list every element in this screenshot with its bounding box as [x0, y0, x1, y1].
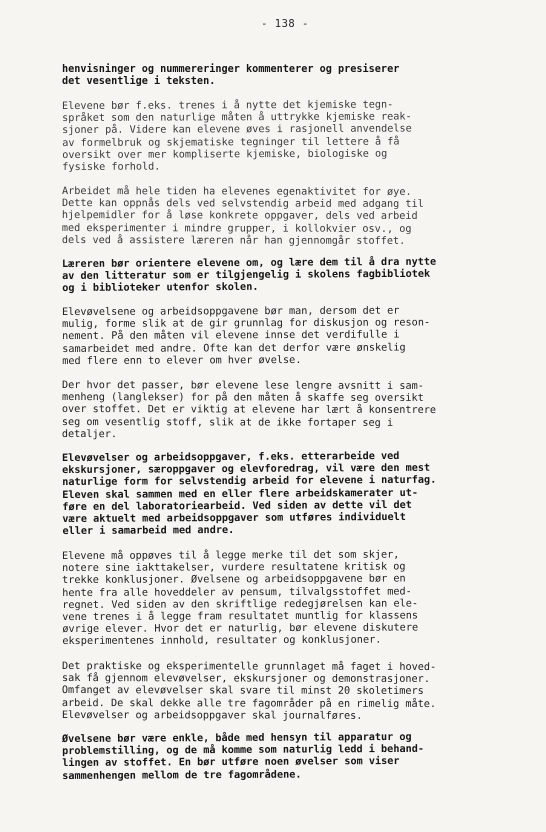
- text-line: Der hvor det passer, bør elevene lese lengre avsnitt i sam-: [61, 380, 424, 393]
- text-line: oversikt over mer kompliserte kjemiske, biologiske og: [62, 148, 388, 161]
- paragraph-9: [62, 661, 508, 723]
- text-line: Elevøvelser og arbeidsoppgaver skal journalføres.: [61, 709, 363, 722]
- paragraph-10: [62, 731, 508, 783]
- text-line: mulig, forme slik at de gir grunnlag for diskusjon og reson-: [62, 318, 431, 331]
- text-line: Omfanget av elevøvelser skal svare til minst 20 skoletimers: [61, 684, 424, 697]
- paragraph-8: [62, 549, 508, 649]
- text-line: Eleven skal sammen med en eller flere arbeidskamerater ut-: [62, 487, 419, 502]
- text-line: det vesentlige i teksten.: [62, 76, 216, 88]
- text-line: Elevene bør f.eks. trenes i å nytte det kjemiske tegn-: [62, 99, 394, 112]
- text-line: øvrige elever. Hvor det er naturlig, bør elevene diskutere: [62, 622, 419, 636]
- text-line: Øvelsene bør være enkle, både med hensyn til apparatur og: [62, 731, 412, 745]
- text-line: føre en del laboratoriearbeid. Ved siden av dette vil det: [62, 500, 412, 514]
- paragraph-5: [62, 306, 508, 369]
- paragraph-3: [62, 186, 508, 248]
- text-line: med eksperimenter i mindre grupper, i kollokvier osv., og: [61, 222, 412, 235]
- text-line: detaljer.: [61, 429, 118, 441]
- text-line: ekskursjoner, særoppgaver og elevforedrag, vil være den mest: [62, 463, 431, 477]
- page-number: - 138 -: [261, 18, 309, 30]
- text-line: hjelpemidler for å løse konkrete oppgaver, dels ved arbeid: [61, 210, 418, 223]
- text-line: Elevøvelser og arbeidsoppgaver, f.eks. etterarbeide ved: [62, 451, 400, 465]
- text-line: eller i samarbeid med andre.: [62, 525, 235, 538]
- text-line: dels ved å assistere læreren når han gjennomgår stoffet.: [61, 234, 406, 247]
- text-line: hente fra alle hoveddeler av pensum, tilvalgsstoffet med-: [62, 585, 412, 599]
- text-line: av den litteratur som er tilgjengelig i skolens fagbibliotek: [62, 268, 431, 283]
- text-line: notere sine iakttakelser, vurdere resultatene kritisk og: [62, 561, 406, 575]
- text-line: trekke konklusjoner. Øvelsene og arbeidsoppgavene bør en: [62, 573, 406, 587]
- text-line: Elevøvelsene og arbeidsoppgavene bør man, dersom det er: [62, 305, 400, 319]
- text-line: menheng (langlekser) for på den måten å skaffe seg oversikt: [61, 392, 424, 405]
- paragraph-1: [62, 64, 508, 88]
- text-line: og i biblioteker utenfor skolen.: [62, 282, 259, 295]
- text-line: sak få gjennom elevøvelser, ekskursjoner og demonstrasjoner.: [61, 672, 430, 685]
- paragraph-6: [62, 380, 508, 442]
- text-line: problemstilling, og de må komme som naturlig ledd i behand-: [62, 743, 425, 757]
- text-line: naturlige form for selvstendig arbeid for elevene i naturfag.: [62, 475, 437, 489]
- text-line: nement. På den måten vil elevene innse det verdifulle i: [62, 330, 400, 343]
- text-line: Elevene må oppøves til å legge merke til det som skjer,: [62, 549, 400, 562]
- text-line: språket som den naturlige måten å uttrykke kjemiske reak-: [62, 111, 412, 124]
- text-line: lingen av stoffet. En bør utføre noen øvelser som viser: [62, 755, 400, 769]
- paragraph-4: [62, 256, 508, 295]
- text-line: regnet. Ved siden av den skriftlige redegjørelsen kan ele-: [62, 598, 419, 611]
- text-line: med flere enn to elever om hver øvelse.: [62, 355, 302, 368]
- text-line: arbeid. De skal dekke alle tre fagområder på en rimelig måte.: [61, 697, 437, 710]
- text-line: vene trenes i å legge fram resultatet muntlig for klassens: [62, 610, 419, 623]
- text-line: sammenhengen mellom de tre fagområdene.: [62, 768, 302, 782]
- text-line: samarbeidet med andre. Ofte kan det derfor være ønskelig: [62, 342, 406, 356]
- text-line: Dette kan oppnås dels ved selvstendig arbeid med adgang til: [61, 198, 424, 210]
- text-line: henvisninger og nummereringer kommenterer og presiserer: [62, 64, 400, 76]
- text-line: eksperimentenes innhold, resultater og konklusjoner.: [62, 634, 382, 648]
- text-line: Arbeidet må hele tiden ha elevenes egenaktivitet for øye.: [61, 185, 412, 198]
- text-line: sjoner på. Videre kan elevene øves i rasjonell anvendelse: [62, 123, 412, 137]
- text-line: være aktuelt med arbeidsoppgaver som utføres individuelt: [62, 512, 406, 526]
- text-line: av formelbruk og skjematiske tegninger til lettere å få: [62, 135, 400, 149]
- text-line: seg om vesentlig stoff, slik at de ikke fortaper seg i: [61, 417, 394, 429]
- text-line: Det praktiske og eksperimentelle grunnlaget må faget i hoved-: [61, 660, 437, 673]
- text-line: fysiske forhold.: [62, 161, 161, 173]
- paragraph-7: [62, 451, 509, 539]
- paragraph-2: [62, 99, 508, 174]
- text-line: Læreren bør orientere elevene om, og lære dem til å dra nytte: [62, 256, 437, 270]
- text-line: over stoffet. Det er viktig at elevene har lært å konsentrere: [61, 404, 437, 417]
